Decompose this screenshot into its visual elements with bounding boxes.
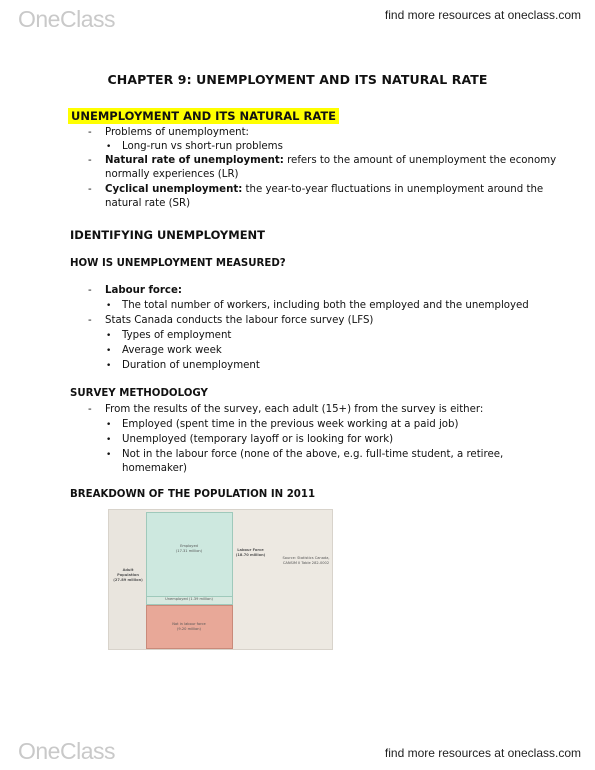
list-item: Average work week bbox=[122, 345, 222, 356]
unemployed-label: Unemployed (1.39 million) bbox=[165, 597, 213, 601]
list-item: The total number of workers, including both the employed and the unemployed bbox=[122, 300, 529, 311]
brand-logo: OneClass bbox=[18, 6, 115, 32]
labour-force-label bbox=[233, 548, 268, 558]
list-item: Unemployed (temporary layoff or is looking for work) bbox=[122, 434, 394, 445]
bullet-marker: • bbox=[106, 435, 112, 445]
list-item: Long-run vs short-run problems bbox=[122, 141, 283, 152]
page-title: CHAPTER 9: UNEMPLOYMENT AND ITS NATURAL RATE bbox=[107, 72, 488, 87]
list-item bbox=[105, 154, 556, 168]
bullet-marker: • bbox=[106, 361, 112, 371]
list-item bbox=[105, 284, 182, 298]
employed-block bbox=[146, 512, 233, 597]
bullet-marker: • bbox=[106, 450, 112, 460]
list-item: normally experiences (LR) bbox=[105, 169, 239, 180]
population-breakdown-diagram bbox=[108, 509, 333, 650]
section-heading: IDENTIFYING UNEMPLOYMENT bbox=[70, 228, 266, 242]
label-text: Adult Population bbox=[117, 568, 139, 577]
list-item: From the results of the survey, each adult (15+) from the survey is either: bbox=[105, 404, 484, 415]
dash-marker: - bbox=[88, 404, 92, 415]
bullet-marker: • bbox=[106, 301, 112, 311]
list-item: natural rate (SR) bbox=[105, 198, 191, 209]
label-value: (9.20 million) bbox=[177, 627, 201, 631]
list-item: Duration of unemployment bbox=[122, 360, 260, 371]
label-value: (27.89 million) bbox=[113, 578, 143, 582]
bullet-marker: • bbox=[106, 420, 112, 430]
list-item: Employed (spent time in the previous week working at a paid job) bbox=[122, 419, 459, 430]
source-note: Source: Statistics Canada, CANSIM II Table 282-0002 bbox=[282, 556, 330, 565]
brand-link[interactable]: find more resources at oneclass.com bbox=[384, 8, 581, 22]
section-heading-highlight: UNEMPLOYMENT AND ITS NATURAL RATE bbox=[68, 108, 339, 124]
list-item: homemaker) bbox=[122, 463, 188, 474]
employed-label bbox=[149, 544, 229, 554]
subheading: SURVEY METHODOLOGY bbox=[70, 388, 208, 399]
label-text: Not in labour force bbox=[172, 622, 206, 626]
bullet-marker: • bbox=[106, 142, 112, 152]
bullet-marker: • bbox=[106, 331, 112, 341]
list-item: Types of employment bbox=[122, 330, 232, 341]
term: Labour force: bbox=[105, 285, 182, 296]
term: Cyclical unemployment: bbox=[105, 184, 243, 195]
label-value: (18.70 million) bbox=[235, 553, 266, 557]
brand-link-footer[interactable]: find more resources at oneclass.com bbox=[384, 746, 581, 760]
term: Natural rate of unemployment: bbox=[105, 155, 284, 166]
list-item: Not in the labour force (none of the above, e.g. full-time student, a retiree, bbox=[122, 449, 504, 460]
dash-marker: - bbox=[88, 155, 92, 166]
bullet-marker: • bbox=[106, 346, 112, 356]
list-item: Problems of unemployment: bbox=[105, 127, 249, 138]
label-value: (17.31 million) bbox=[175, 549, 203, 553]
label-text: Employed bbox=[180, 544, 198, 548]
subheading: BREAKDOWN OF THE POPULATION IN 2011 bbox=[70, 489, 316, 500]
definition: refers to the amount of unemployment the economy bbox=[283, 155, 557, 166]
not-in-labour-force-label bbox=[149, 622, 229, 632]
dash-marker: - bbox=[88, 184, 92, 195]
list-item bbox=[105, 183, 543, 197]
dash-marker: - bbox=[88, 127, 92, 138]
adult-population-label bbox=[112, 568, 144, 583]
subheading: HOW IS UNEMPLOYMENT MEASURED? bbox=[70, 258, 286, 269]
list-item: Stats Canada conducts the labour force survey (LFS) bbox=[105, 315, 374, 326]
dash-marker: - bbox=[88, 315, 92, 326]
definition: the year-to-year fluctuations in unemployment around the bbox=[242, 184, 544, 195]
dash-marker: - bbox=[88, 285, 92, 296]
brand-logo-footer: OneClass bbox=[18, 738, 115, 764]
label-text: Labour Force bbox=[237, 548, 264, 552]
